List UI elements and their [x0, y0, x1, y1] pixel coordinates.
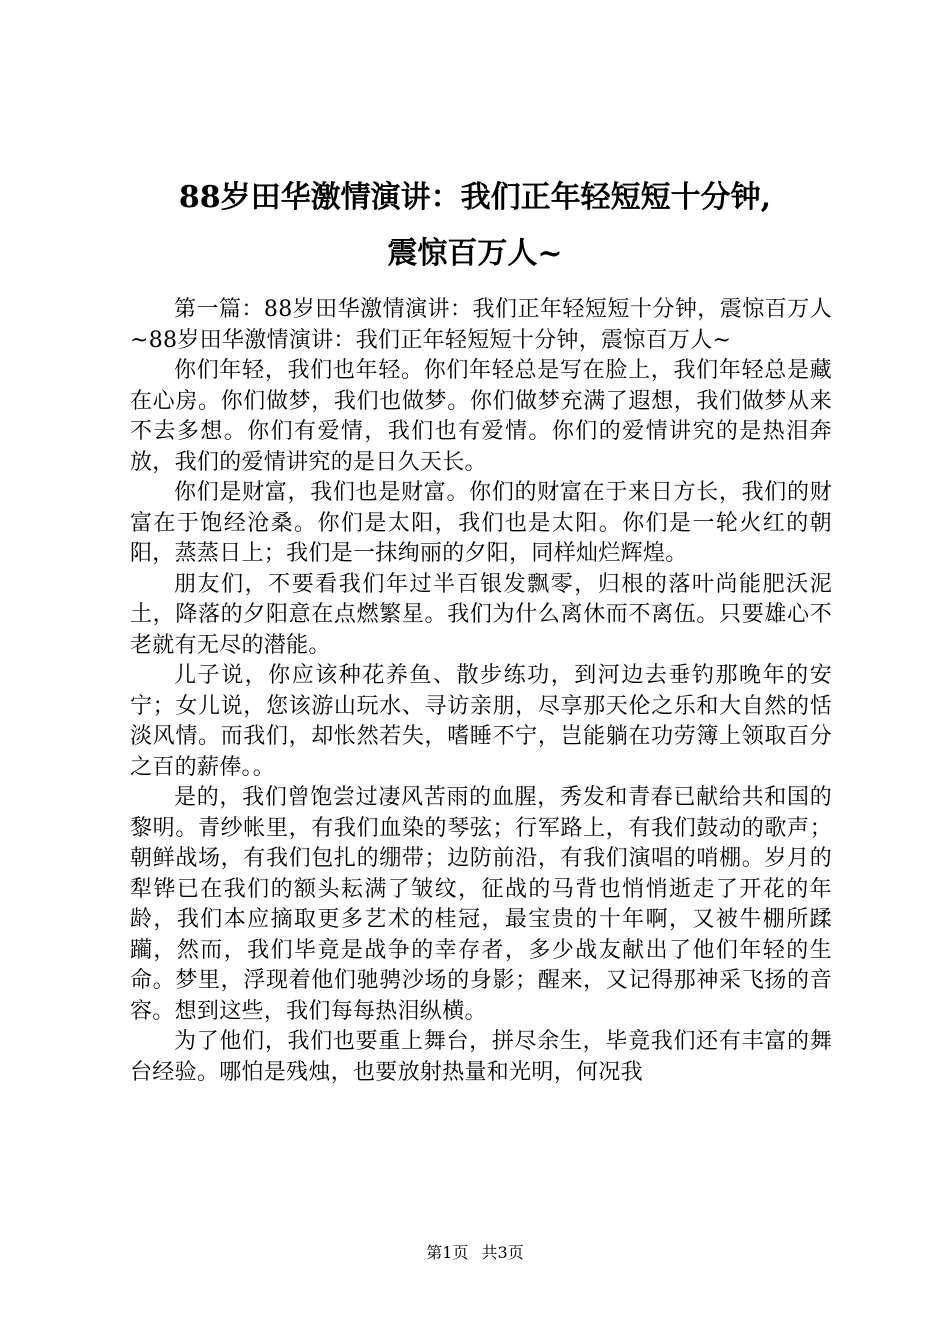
page-number: 第1页 — [426, 1243, 469, 1262]
paragraph: 你们是财富，我们也是财富。你们的财富在于来日方长，我们的财富在于饱经沧桑。你们是太阳，我们也是太阳。你们是一轮火红的朝阳，蒸蒸日上；我们是一抹绚丽的夕阳，同样灿烂辉煌。 — [130, 480, 832, 566]
title-line-1: 88岁田华激情演讲：我们正年轻短短十分钟, — [178, 180, 772, 215]
document-body — [130, 295, 832, 1088]
paragraph: 为了他们，我们也要重上舞台，拼尽余生，毕竟我们还有丰富的舞台经验。哪怕是残烛，也要放射热量和光明，何况我 — [130, 1029, 832, 1085]
paragraph: 朋友们，不要看我们年过半百银发飘零，归根的落叶尚能肥沃泥土，降落的夕阳意在点燃繁星。我们为什么离休而不离伍。只要雄心不老就有无尽的潜能。 — [130, 571, 832, 658]
paragraph: 儿子说，你应该种花养鱼、散步练功，到河边去垂钓那晚年的安宁；女儿说，您该游山玩水、寻访亲朋，尽享那天伦之乐和大自然的恬淡风情。而我们，却怅然若失，嗜睡不宁，岂能躺在功劳簿上领取百分之百的薪俸。。 — [130, 663, 832, 780]
title-line-2: 震惊百万人~ — [387, 236, 563, 271]
paragraph: 你们年轻，我们也年轻。你们年轻总是写在脸上，我们年轻总是藏在心房。你们做梦，我们也做梦。你们做梦充满了遐想，我们做梦从来不去多想。你们有爱情，我们也有爱情。你们的爱情讲究的是热泪奔放，我们的爱情讲究的是日久天长。 — [130, 358, 832, 475]
document-title — [120, 170, 830, 282]
paragraph: 是的，我们曾饱尝过凄风苦雨的血腥，秀发和青春已献给共和国的黎明。青纱帐里，有我们血染的琴弦；行军路上，有我们鼓动的歌声；朝鲜战场，有我们包扎的绷带；边防前沿，有我们演唱的哨棚。岁月的犁铧已在我们的额头耘满了皱纹，征战的马背也悄悄逝走了开花的年龄，我们本应摘取更多艺术的桂冠，最宝贵的十年啊，又被牛棚所蹂躏，然而，我们毕竟是战争的幸存者，多少战友献出了他们年轻的生命。梦里，浮现着他们驰骋沙场的身影；醒来，又记得那神采飞扬的音容。想到这些，我们每每热泪纵横。 — [130, 785, 832, 1024]
page-footer — [0, 1243, 950, 1263]
paragraph: 第一篇：88岁田华激情演讲：我们正年轻短短十分钟，震惊百万人~88岁田华激情演讲：我们正年轻短短十分钟，震惊百万人~ — [130, 297, 832, 353]
page-total: 共3页 — [481, 1243, 524, 1262]
